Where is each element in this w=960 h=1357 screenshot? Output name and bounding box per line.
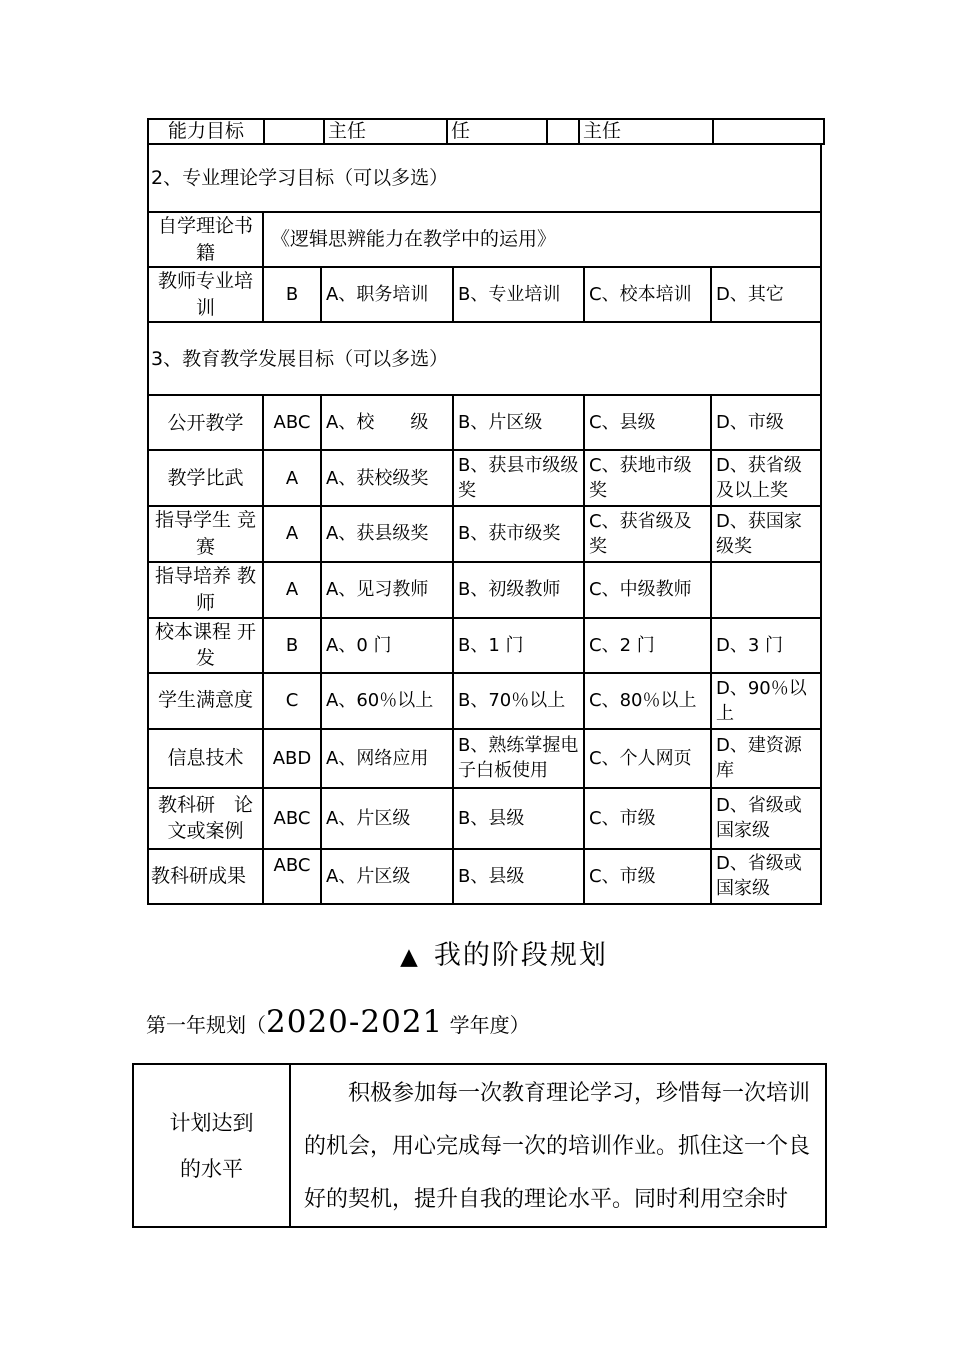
option-d-cell: D、其它	[711, 267, 821, 322]
answer-cell: ABD	[263, 729, 321, 788]
director-cell: 主任	[324, 119, 447, 144]
option-b-cell: B、片区级	[453, 395, 584, 450]
answer-cell: A	[263, 562, 321, 618]
book-title-cell: 《逻辑思辨能力在教学中的运用》	[263, 212, 821, 267]
empty-cell	[264, 119, 324, 144]
option-d-cell: D、获国家级奖	[711, 506, 821, 561]
option-d-cell: D、获省级及以上奖	[711, 450, 821, 506]
row-label-cell: 学生满意度	[148, 673, 263, 729]
row-label-cell: 教科研成果	[148, 849, 263, 904]
option-b-cell: B、70％以上	[453, 673, 584, 729]
stage-planning-heading	[0, 933, 960, 972]
option-a-cell: A、片区级	[321, 849, 453, 904]
plan-level-text-cell: 积极参加每一次教育理论学习，珍惜每一次培训的机会，用心完成每一次的培训作业。抓住这一个良好的契机，提升自我的理论水平。同时利用空余时	[290, 1064, 826, 1227]
option-d-cell: D、3 门	[711, 618, 821, 673]
section3-title: 3、教育教学发展目标（可以多选）	[148, 322, 821, 395]
option-d-cell: D、市级	[711, 395, 821, 450]
table-row	[148, 322, 821, 395]
table-row	[148, 788, 821, 849]
school-year-range: 2020-2021	[266, 1004, 444, 1040]
table-row	[148, 144, 821, 212]
option-c-cell: C、80％以上	[584, 673, 711, 729]
option-c-cell: C、校本培训	[584, 267, 711, 322]
plan-level-table	[132, 1063, 827, 1228]
table-row	[148, 395, 821, 450]
director-cell: 主任	[579, 119, 713, 144]
answer-cell: ABC	[263, 788, 321, 849]
option-d-cell: D、90％以上	[711, 673, 821, 729]
option-b-cell: B、县级	[453, 849, 584, 904]
answer-cell: B	[263, 267, 321, 322]
row-label-cell: 教科研 论文或案例	[148, 788, 263, 849]
answer-cell: A	[263, 450, 321, 506]
option-a-cell: A、获县级奖	[321, 506, 453, 561]
year-plan-prefix: 第一年规划（	[146, 1013, 266, 1037]
table-row	[148, 618, 821, 673]
answer-cell: ABC	[263, 395, 321, 450]
option-a-cell: A、获校级奖	[321, 450, 453, 506]
ability-goal-table-fragment	[147, 118, 825, 145]
option-b-cell: B、1 门	[453, 618, 584, 673]
option-c-cell: C、个人网页	[584, 729, 711, 788]
option-d-cell: D、省级或国家级	[711, 849, 821, 904]
table-row	[148, 673, 821, 729]
option-b-cell: B、县级	[453, 788, 584, 849]
row-label-cell: 校本课程 开发	[148, 618, 263, 673]
row-label-cell: 信息技术	[148, 729, 263, 788]
first-year-plan-line	[146, 1004, 530, 1040]
option-c-cell: C、市级	[584, 849, 711, 904]
empty-cell	[547, 119, 579, 144]
option-d-cell: D、省级或国家级	[711, 788, 821, 849]
option-b-cell: B、获市级奖	[453, 506, 584, 561]
answer-cell: B	[263, 618, 321, 673]
option-a-cell: A、职务培训	[321, 267, 453, 322]
table-row	[148, 849, 821, 904]
table-row	[148, 267, 821, 322]
option-c-cell: C、获省级及奖	[584, 506, 711, 561]
row-label-cell: 指导培养 教师	[148, 562, 263, 618]
option-c-cell: C、2 门	[584, 618, 711, 673]
triangle-marker-icon: ▲	[400, 944, 418, 970]
option-a-cell: A、片区级	[321, 788, 453, 849]
row-label-cell: 指导学生 竞赛	[148, 506, 263, 561]
goals-table	[147, 143, 822, 905]
answer-cell: A	[263, 506, 321, 561]
table-row	[148, 450, 821, 506]
plan-label-line2: 的水平	[180, 1156, 243, 1181]
table-row	[148, 119, 824, 144]
section2-title: 2、专业理论学习目标（可以多选）	[148, 144, 821, 212]
table-row	[148, 506, 821, 561]
year-plan-suffix: 学年度）	[443, 1013, 530, 1037]
director-cell: 任	[447, 119, 547, 144]
option-a-cell: A、0 门	[321, 618, 453, 673]
option-d-cell	[711, 562, 821, 618]
option-c-cell: C、中级教师	[584, 562, 711, 618]
stage-planning-title: 我的阶段规划	[433, 940, 608, 971]
ability-goal-label-cell: 能力目标	[148, 119, 264, 144]
option-a-cell: A、见习教师	[321, 562, 453, 618]
option-a-cell: A、网络应用	[321, 729, 453, 788]
option-b-cell: B、熟练掌握电子白板使用	[453, 729, 584, 788]
option-c-cell: C、市级	[584, 788, 711, 849]
option-b-cell: B、获县市级级奖	[453, 450, 584, 506]
option-c-cell: C、县级	[584, 395, 711, 450]
plan-label-line1: 计划达到	[169, 1110, 254, 1135]
answer-cell: ABC	[263, 849, 321, 904]
option-a-cell: A、60％以上	[321, 673, 453, 729]
row-label-cell: 公开教学	[148, 395, 263, 450]
option-b-cell: B、初级教师	[453, 562, 584, 618]
table-row	[133, 1064, 826, 1227]
option-c-cell: C、获地市级奖	[584, 450, 711, 506]
table-row	[148, 562, 821, 618]
row-label-cell: 教师专业培训	[148, 267, 263, 322]
plan-level-label-cell	[133, 1064, 290, 1227]
option-b-cell: B、专业培训	[453, 267, 584, 322]
table-row	[148, 729, 821, 788]
table-row	[148, 212, 821, 267]
option-d-cell: D、建资源库	[711, 729, 821, 788]
option-a-cell: A、校 级	[321, 395, 453, 450]
row-label-cell: 自学理论书籍	[148, 212, 263, 267]
answer-cell: C	[263, 673, 321, 729]
empty-cell	[713, 119, 824, 144]
row-label-cell: 教学比武	[148, 450, 263, 506]
